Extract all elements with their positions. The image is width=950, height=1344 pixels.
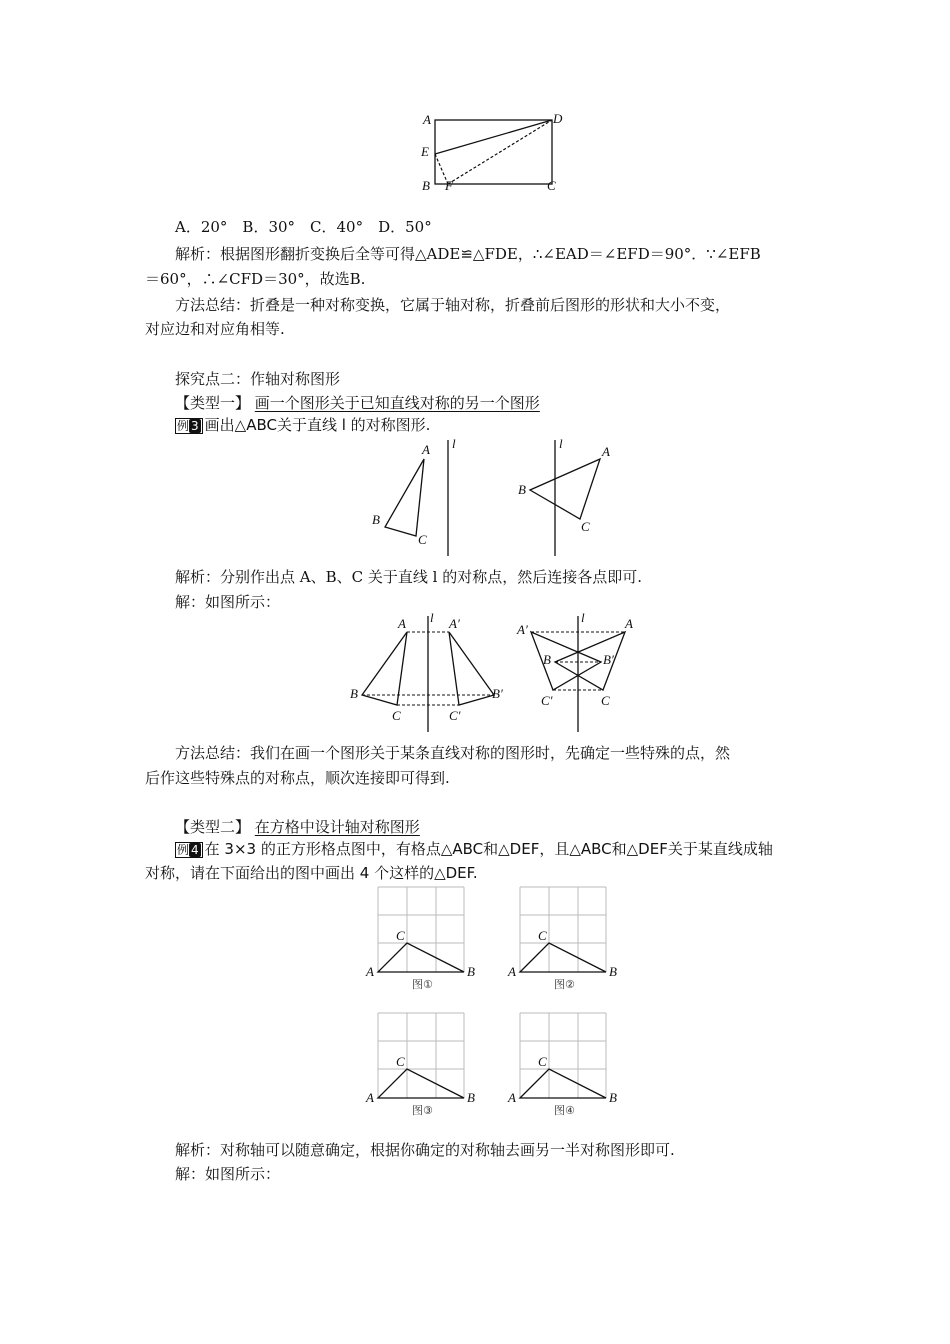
- grid-label-c: C: [538, 1054, 547, 1069]
- example4-text: 在 3×3 的正方形格点图中，有格点△ABC和△DEF，且△ABC和△DEF关于某直线成轴: [204, 840, 773, 858]
- q4-analysis: [175, 1139, 675, 1161]
- grid-label-a: A: [508, 1090, 516, 1105]
- triangle-abc: [378, 1069, 464, 1098]
- grid-label-b: B: [467, 964, 475, 979]
- symmetric-solution-figure: [345, 608, 645, 738]
- grid-label-c: C: [396, 928, 405, 943]
- label-c-4: C: [601, 693, 610, 708]
- triangles-with-axis-figure: [360, 432, 630, 560]
- label-d: D: [553, 111, 563, 126]
- example4-line1: [175, 838, 773, 860]
- analysis-text: 根据图形翻折变换后全等可得△ADE≌△FDE，∴∠EAD＝∠EFD＝90°．∵∠EFB: [220, 245, 761, 263]
- triangle-abc-2: [530, 459, 600, 519]
- example-badge: 例 4: [175, 842, 203, 858]
- summary-text: 我们在画一个图形关于某条直线对称的图形时，先确定一些特殊的点，然: [250, 744, 731, 762]
- example4-line2: 对称，请在下面给出的图中画出 4 个这样的△DEF.: [145, 864, 478, 882]
- label-a-4: A: [625, 616, 633, 631]
- grid-label-c: C: [396, 1054, 405, 1069]
- grid-1: [365, 887, 475, 991]
- grid-caption: 图③: [412, 1104, 433, 1117]
- label-c2-3: C′: [449, 708, 461, 723]
- rectangle-fold-figure: [410, 108, 570, 198]
- type2-tag: 【类型二】: [175, 818, 251, 836]
- segment-ed: [435, 120, 552, 154]
- label-b-3: B: [350, 686, 358, 701]
- label-a2-3: A′: [449, 616, 460, 631]
- answer-options: A．20° B．30° C．40° D．50°: [175, 218, 432, 236]
- analysis-text: 对称轴可以随意确定，根据你确定的对称轴去画另一半对称图形即可.: [220, 1141, 675, 1159]
- summary-label: 方法总结：: [175, 296, 251, 314]
- grid-label-a: A: [366, 1090, 374, 1105]
- analysis-label: 解析：: [175, 568, 221, 586]
- label-a: A: [423, 112, 431, 127]
- label-b2-3: B′: [492, 686, 503, 701]
- q4-solution: 解：如图所示：: [175, 1165, 281, 1183]
- label-b-4: B: [543, 652, 551, 667]
- grid-label-a: A: [366, 964, 374, 979]
- analysis-text: 分别作出点 A、B、C 关于直线 l 的对称点，然后连接各点即可.: [220, 568, 642, 586]
- grid-figures: [360, 882, 620, 1122]
- label-f: F: [445, 178, 453, 193]
- summary-text: 折叠是一种对称变换，它属于轴对称，折叠前后图形的形状和大小不变，: [250, 296, 731, 314]
- label-l-2: l: [559, 436, 563, 451]
- label-b2-4: B′: [603, 652, 614, 667]
- label-a2-4: A′: [517, 622, 528, 637]
- grid-label-c: C: [538, 928, 547, 943]
- analysis-label: 解析：: [175, 245, 221, 263]
- triangle-abc: [378, 943, 464, 972]
- triangle-abc-left: [362, 632, 407, 705]
- q1-analysis-line1: [175, 243, 761, 265]
- label-c: C: [547, 178, 556, 193]
- grid-4: [507, 1013, 617, 1117]
- label-e: E: [421, 144, 429, 159]
- label-l-4: l: [581, 610, 585, 625]
- q1-summary-line1: [175, 294, 730, 316]
- grid-caption: 图②: [554, 978, 575, 991]
- type2-title: 在方格中设计轴对称图形: [254, 818, 420, 836]
- label-a-3: A: [398, 616, 406, 631]
- label-a-1: A: [422, 442, 430, 457]
- section-title: 探究点二：作轴对称图形: [175, 370, 341, 388]
- label-a-2: A: [602, 444, 610, 459]
- grid-caption: 图④: [554, 1104, 575, 1117]
- label-c-2: C: [581, 519, 590, 534]
- type1-title: 画一个图形关于已知直线对称的另一个图形: [254, 394, 540, 412]
- q1-analysis-line2: ＝60°，∴∠CFD＝30°，故选B.: [145, 270, 366, 288]
- grid-caption: 图①: [412, 978, 433, 991]
- summary-label: 方法总结：: [175, 744, 251, 762]
- grid-3: [365, 1013, 475, 1117]
- q3-summary-line2: 后作这些特殊点的对称点，顺次连接即可得到.: [145, 769, 450, 787]
- example3-text: 画出△ABC关于直线 l 的对称图形.: [204, 416, 431, 434]
- analysis-label: 解析：: [175, 1141, 221, 1159]
- label-b: B: [422, 178, 430, 193]
- grid-label-a: A: [508, 964, 516, 979]
- label-l-3: l: [430, 610, 434, 625]
- triangle-abc: [520, 943, 606, 972]
- triangle-abc: [520, 1069, 606, 1098]
- label-l-1: l: [452, 436, 456, 451]
- rectangle-abcd: [435, 120, 552, 184]
- triangle-abc-reflected: [449, 632, 494, 705]
- type1-tag: 【类型一】: [175, 394, 251, 412]
- label-c2-4: C′: [541, 693, 553, 708]
- type2-heading: [175, 816, 420, 838]
- label-b-2: B: [518, 482, 526, 497]
- grid-label-b: B: [467, 1090, 475, 1105]
- example-badge: 例 3: [175, 418, 203, 434]
- q1-summary-line2: 对应边和对应角相等.: [145, 320, 285, 338]
- triangle-abc-1: [385, 459, 424, 536]
- triangle-abc-right: [555, 632, 625, 690]
- grid-label-b: B: [609, 964, 617, 979]
- label-b-1: B: [372, 512, 380, 527]
- q3-summary-line1: [175, 742, 730, 764]
- grid-2: [507, 887, 617, 991]
- triangle-abc-right-reflected: [531, 632, 601, 690]
- segment-fd-dashed: [448, 120, 552, 184]
- q3-analysis: [175, 566, 642, 588]
- type1-heading: [175, 392, 540, 414]
- label-c-3: C: [392, 708, 401, 723]
- q3-solution: 解：如图所示：: [175, 593, 281, 611]
- grid-label-b: B: [609, 1090, 617, 1105]
- label-c-1: C: [418, 532, 427, 547]
